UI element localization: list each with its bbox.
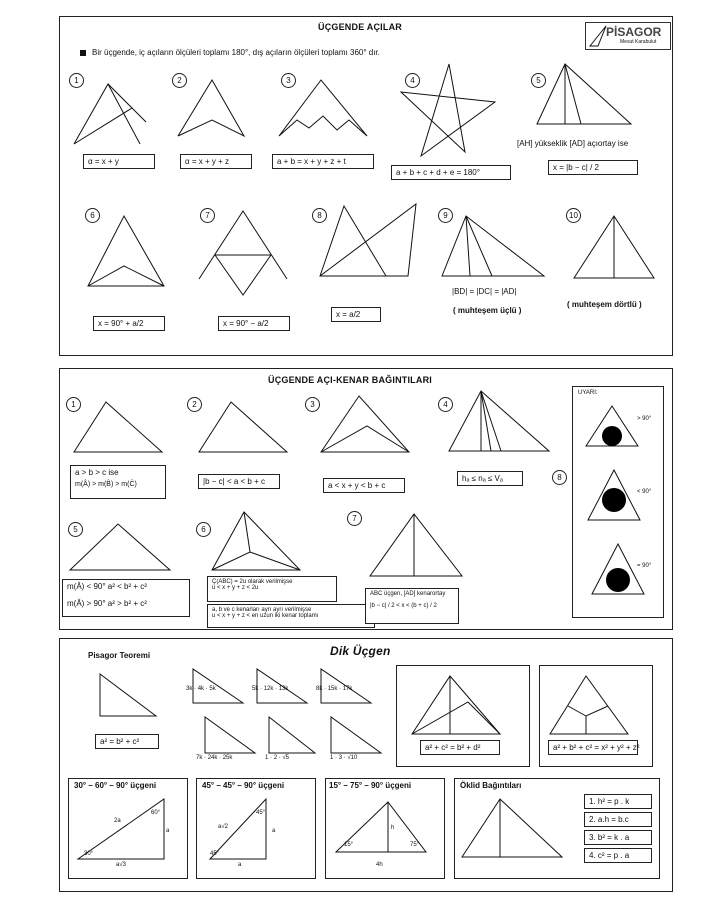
euclid-title: Öklid Bağıntıları — [460, 781, 522, 790]
triple-6: 1 · 3 · √10 — [330, 755, 358, 761]
as-fig-3-num: 3 — [305, 397, 320, 412]
t-24k: 24k — [207, 755, 218, 761]
warning-fig-2 — [584, 466, 644, 526]
s45-side: a — [272, 828, 276, 834]
triple-4: 7k · 24k · 25k — [196, 755, 233, 761]
special-30-title: 30° – 60° – 90° üçgeni — [74, 781, 157, 790]
euclid-4: 4. c² = p . a — [584, 848, 652, 863]
angle-side-title: ÜÇGENDE AÇI-KENAR BAĞINTILARI — [268, 375, 432, 385]
as-formula-6 — [207, 576, 337, 602]
formula-3: a + b = x + y + z + t — [272, 154, 374, 169]
euclid-2: 2. a.h = b.c — [584, 812, 652, 827]
angles-intro: Bir üçgende, iç açıların ölçüleri toplamı 180°, dış açıların ölçüleri toplamı 360° dır. — [92, 48, 380, 57]
as-formula-7 — [365, 588, 459, 624]
euclid-3: 3. b² = k . a — [584, 830, 652, 845]
warning-title: UYARI: — [578, 390, 598, 396]
s45-angle-top: 45° — [256, 810, 266, 816]
angle-fig-8 — [316, 200, 426, 285]
t-sqrt5: √5 — [282, 755, 290, 761]
logo-triangle-icon — [588, 24, 608, 48]
angle-fig-1 — [66, 72, 156, 152]
as-formula-6c: a, b ve c kenarları ayrı ayrı verilmişse — [212, 607, 312, 613]
triples-figs — [185, 663, 405, 763]
s15-angle-15: 15° — [344, 842, 354, 848]
as-fig-2 — [195, 398, 295, 458]
s45-hyp: a√2 — [218, 824, 228, 830]
formula-8: x = a/2 — [331, 307, 381, 322]
formula-2: α = x + y + z — [180, 154, 252, 169]
angle-fig-1-num: 1 — [69, 73, 84, 88]
t-5k: 5k — [209, 686, 216, 692]
as-formula-6a: Ç(ABC) = 2u olarak verilmişse — [212, 579, 293, 585]
t-sqrt10: √10 — [347, 755, 358, 761]
t-4k: 4k — [197, 686, 205, 692]
special-45-title: 45° – 45° – 90° üçgeni — [202, 781, 285, 790]
as-formula-7a: ABC üçgen, [AD] kenarortay — [370, 591, 446, 597]
formula-9: |BD| = |DC| = |AD| — [452, 287, 517, 296]
as-fig-4 — [445, 387, 555, 457]
as-formula-1b: m(Â) > m(B̂) > m(Ĉ) — [75, 481, 137, 488]
angles-title: ÜÇGENDE AÇILAR — [318, 22, 402, 32]
as-formula-4: hₐ ≤ nₐ ≤ Vₐ — [457, 471, 523, 486]
t-3: 3 — [338, 755, 343, 761]
as-formula-7b: |b − c| / 2 < x < (b + c) / 2 — [370, 603, 437, 609]
formula-10: ( muhteşem dörtlü ) — [567, 300, 642, 309]
angle-fig-6-num: 6 — [85, 208, 100, 223]
angle-fig-8-num: 8 — [312, 208, 327, 223]
t-8k: 8k — [316, 686, 323, 692]
t-15k: 15k — [327, 686, 338, 692]
as-formula-6b: u < x + y + z < 2u — [212, 585, 259, 591]
as-formula-3: a < x + y < b + c — [323, 478, 405, 493]
pisagor-formula: a² = b² + c² — [95, 734, 159, 749]
t-25k: 25k — [222, 755, 233, 761]
euclid-1: 1. h² = p . k — [584, 794, 652, 809]
triple-1: 3k · 4k · 5k — [186, 686, 216, 692]
formula-7: x = 90° − a/2 — [218, 316, 290, 331]
as-fig-2-num: 2 — [187, 397, 202, 412]
t-5k2: 5k — [252, 686, 259, 692]
triple-3: 8k · 15k · 17k — [316, 686, 353, 692]
as-fig-5 — [66, 520, 176, 575]
as-fig-7-num: 7 — [347, 511, 362, 526]
angle-fig-7 — [195, 205, 295, 295]
as-formula-6d: u < x + y + z < en uzun iki kenar toplamı — [212, 613, 319, 619]
s45-base: a — [238, 862, 242, 868]
inner-point-formula: a² + b² + c² = x² + y² + z² — [548, 740, 638, 755]
s15-angle-75: 75° — [410, 842, 420, 848]
s30-angle-30: 30° — [84, 851, 94, 857]
formula-1: α = x + y — [83, 154, 155, 169]
warning-2: < 90° — [637, 489, 652, 495]
t-2: 2 — [273, 755, 278, 761]
as-fig-1-num: 1 — [66, 397, 81, 412]
s15-base: 4h — [376, 862, 383, 868]
angle-fig-6 — [84, 210, 174, 290]
as-formula-1a: a > b > c ise — [75, 468, 119, 477]
s30-short: a — [166, 828, 170, 834]
as-fig-6-num: 6 — [196, 522, 211, 537]
angle-fig-9 — [440, 212, 550, 282]
quad-formula: a² + c² = b² + d² — [420, 740, 500, 755]
formula-9-name: ( muhteşem üçlü ) — [453, 306, 522, 315]
angle-fig-2-num: 2 — [172, 73, 187, 88]
angle-fig-4-num: 4 — [405, 73, 420, 88]
inner-point-fig — [546, 672, 636, 742]
angle-fig-9-num: 9 — [438, 208, 453, 223]
warning-1: > 90° — [637, 416, 652, 422]
logo-sub: Mesut Karabulut — [620, 39, 657, 45]
as-formula-5b: m(Â) > 90° a² > b² + c² — [67, 599, 147, 608]
t-3k: 3k — [186, 686, 193, 692]
angle-fig-2 — [170, 70, 260, 150]
as-fig-6 — [208, 508, 308, 578]
quad-fig — [408, 672, 508, 742]
formula-6: x = 90° + a/2 — [93, 316, 165, 331]
euclid-fig — [458, 795, 568, 865]
s45-angle-bottom: 45° — [210, 851, 220, 857]
t-1: 1 — [265, 755, 269, 761]
as-fig-8-num: 8 — [552, 470, 567, 485]
warning-3: = 90° — [637, 563, 652, 569]
special-15-fig — [332, 798, 432, 858]
as-fig-3 — [317, 392, 417, 457]
angle-fig-5-num: 5 — [531, 73, 546, 88]
as-formula-1 — [70, 465, 166, 499]
as-formula-6-alt — [207, 604, 375, 628]
triple-5: 1 · 2 · √5 — [265, 755, 290, 761]
angle-fig-7-num: 7 — [200, 208, 215, 223]
as-fig-7 — [366, 510, 476, 582]
angle-fig-3 — [275, 70, 375, 150]
angle-fig-4-star — [395, 60, 495, 160]
angle-fig-10-num: 10 — [566, 208, 581, 223]
s30-long: a√3 — [116, 862, 126, 868]
as-formula-5 — [62, 579, 190, 617]
as-formula-2: |b − c| < a < b + c — [198, 474, 280, 489]
pisagor-title: Pisagor Teoremi — [88, 651, 151, 660]
s15-h: h — [391, 825, 395, 831]
s30-angle-60: 60° — [151, 810, 161, 816]
pisagor-logo — [585, 22, 671, 50]
special-15-title: 15° – 75° – 90° üçgeni — [329, 781, 412, 790]
as-fig-1 — [70, 398, 170, 458]
s30-hyp: 2a — [114, 818, 121, 824]
t-1b: 1 — [330, 755, 334, 761]
pisagor-fig — [96, 670, 166, 720]
bullet-icon — [80, 50, 86, 56]
formula-4: a + b + c + d + e = 180° — [391, 165, 511, 180]
t-17k: 17k — [342, 686, 353, 692]
triple-2: 5k · 12k · 13k — [252, 686, 289, 692]
right-triangle-title: Dik Üçgen — [330, 644, 391, 658]
formula-5: x = |b − c| / 2 — [548, 160, 638, 175]
t-13k: 13k — [278, 686, 289, 692]
t-12k: 12k — [263, 686, 274, 692]
angle-fig-5 — [535, 60, 635, 130]
warning-fig-1 — [582, 402, 642, 452]
warning-fig-3 — [588, 540, 648, 600]
as-fig-5-num: 5 — [68, 522, 83, 537]
as-fig-4-num: 4 — [438, 397, 453, 412]
angle-fig-10 — [570, 212, 660, 282]
logo-name: PİSAGOR — [606, 25, 662, 39]
formula-5-cond: [AH] yükseklik [AD] açıortay ise — [517, 139, 629, 148]
angle-fig-3-num: 3 — [281, 73, 296, 88]
t-7k: 7k — [196, 755, 203, 761]
as-formula-5a: m(Â) < 90° a² < b² + c² — [67, 582, 147, 591]
